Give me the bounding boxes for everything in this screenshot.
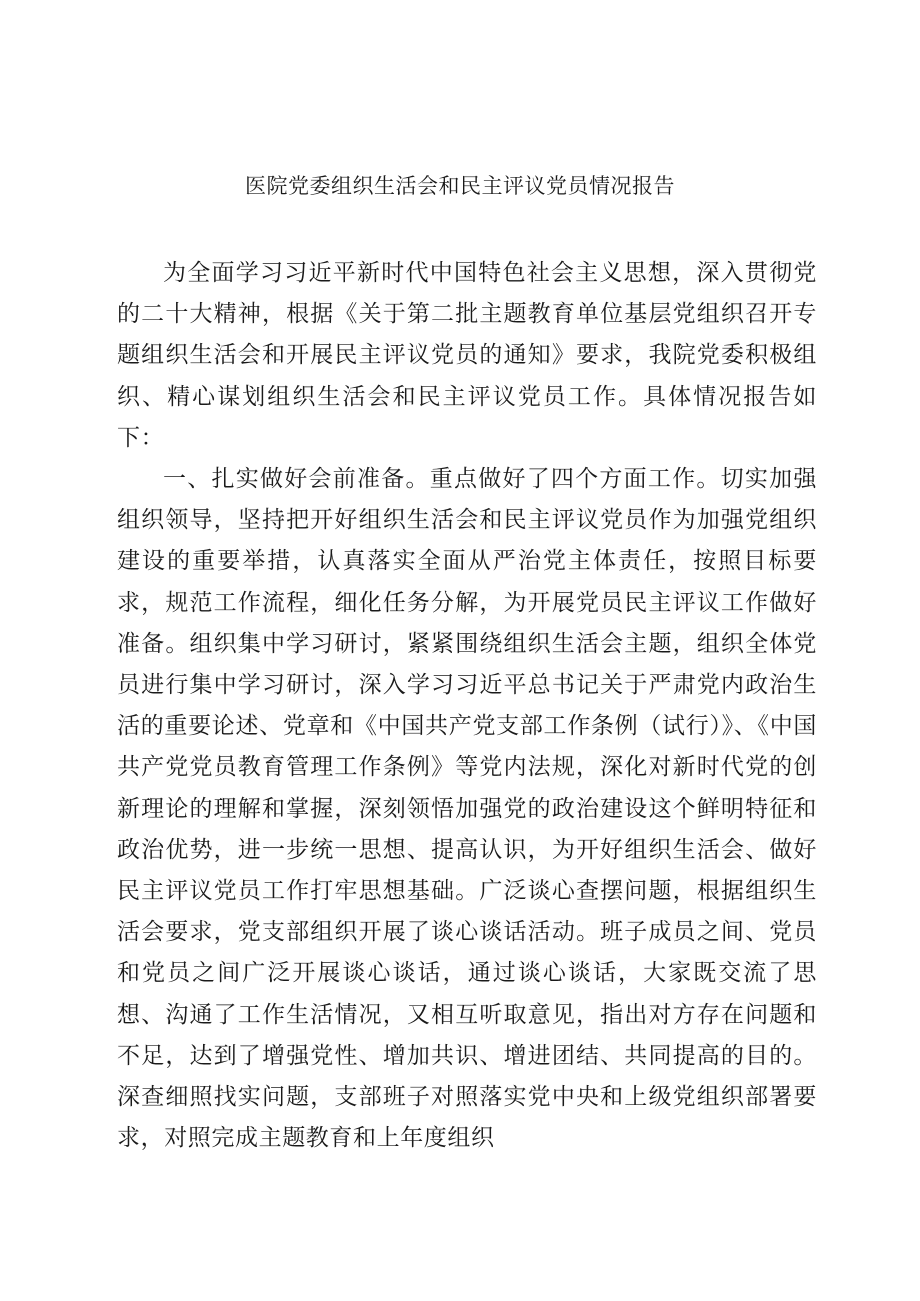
document-body <box>117 253 817 1159</box>
document-title: 医院党委组织生活会和民主评议党员情况报告 <box>245 174 675 198</box>
paragraph-section-one: 一、扎实做好会前准备。重点做好了四个方面工作。切实加强组织领导，坚持把开好组织生活会和民主评议党员作为加强党组织建设的重要举措，认真落实全面从严治党主体责任，按照目标要求，规范工作流程，细化任务分解，为开展党员民主评议工作做好准备。组织集中学习研讨，紧紧围绕组织生活会主题，组织全体党员进行集中学习研讨，深入学习习近平总书记关于严肃党内政治生活的重要论述、党章和《中国共产党支部工作条例（试行）》、《中国共产党党员教育管理工作条例》等党内法规，深化对新时代党的创新理论的理解和掌握，深刻领悟加强党的政治建设这个鲜明特征和政治优势，进一步统一思想、提高认识，为开好组织生活会、做好民主评议党员工作打牢思想基础。广泛谈心查摆问题，根据组织生活会要求，党支部组织开展了谈心谈话活动。班子成员之间、党员和党员之间广泛开展谈心谈话，通过谈心谈话，大家既交流了思想、沟通了工作生活情况，又相互听取意见，指出对方存在问题和不足，达到了增强党性、增加共识、增进团结、共同提高的目的。深查细照找实问题，支部班子对照落实党中央和上级党组织部署要求，对照完成主题教育和上年度组织 <box>117 466 817 1152</box>
paragraph-intro: 为全面学习习近平新时代中国特色社会主义思想，深入贯彻党的二十大精神，根据《关于第二批主题教育单位基层党组织召开专题组织生活会和开展民主评议党员的通知》要求，我院党委积极组织、精心谋划组织生活会和民主评议党员工作。具体情况报告如下： <box>117 260 817 451</box>
